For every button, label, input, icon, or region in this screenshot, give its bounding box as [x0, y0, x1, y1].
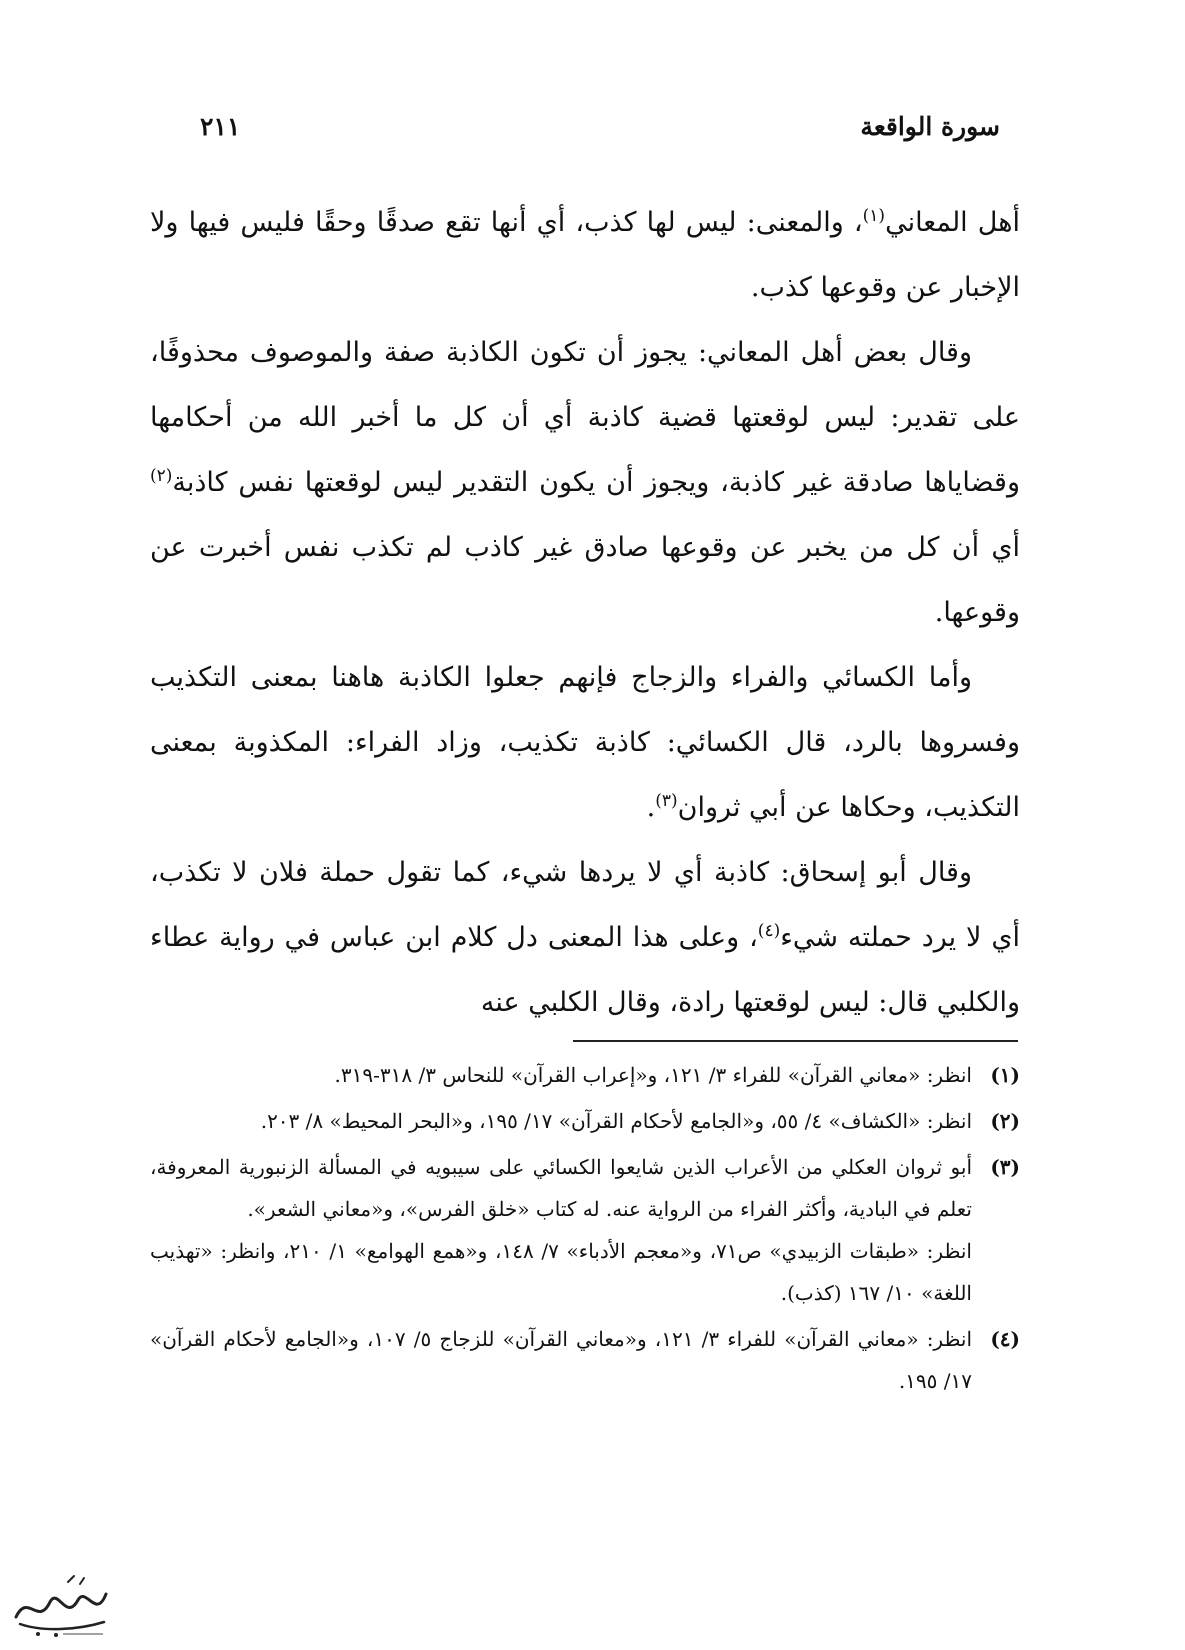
footnote-number: (١) — [990, 1063, 1020, 1087]
paragraph-1 — [150, 190, 1020, 320]
footnote-ref-1: (١) — [862, 206, 886, 226]
footnote-line: انظر: «معاني القرآن» للفراء ٣/ ١٢١، و«معاني القرآن» للزجاج ٥/ ١٠٧، و«الجامع لأحكام القرآن» ١٧/ ١٩٥. — [150, 1327, 973, 1393]
footnote-4 — [150, 1318, 1020, 1402]
paragraph-1-end: ، والمعنى: ليس لها كذب، أي أنها تقع صدقًا وحقًا فليس فيها ولا الإخبار عن وقوعها كذب. — [150, 207, 1020, 303]
footnote-number: (٤) — [990, 1327, 1020, 1351]
paragraph-3 — [150, 645, 1020, 840]
footnote-number: (٣) — [990, 1155, 1020, 1179]
footnote-line: أبو ثروان العكلي من الأعراب الذين شايعوا الكسائي على سيبويه في المسألة الزنبورية المعروفة، تعلم في البادية، وأكثر الفراء من الرواية عنه. له كتاب «خلق الفرس»، و«معاني الشعر». — [150, 1155, 972, 1221]
page-number: ٢١١ — [200, 111, 241, 141]
footnote-ref-4: (٤) — [757, 921, 781, 941]
footnote-ref-3: (٣) — [655, 791, 678, 811]
footnote-text — [150, 1318, 972, 1402]
footnote-2 — [150, 1100, 1020, 1142]
footnote-number: (٢) — [990, 1109, 1020, 1133]
main-text — [150, 190, 1020, 1035]
footnote-3 — [150, 1146, 1020, 1314]
footnote-text — [150, 1054, 972, 1096]
footnote-text — [150, 1146, 972, 1314]
paragraph-4-start: وقال أبو إسحاق: كاذبة أي لا يردها شيء، كما تقول حملة فلان لا تكذب، أي لا يرد حملته شيء — [150, 857, 1020, 953]
footnote-text — [150, 1100, 972, 1142]
surah-title: سورة الواقعة — [860, 111, 1000, 141]
paragraph-2 — [150, 320, 1020, 645]
footnote-1 — [150, 1054, 1020, 1096]
paragraph-2-start: وقال بعض أهل المعاني: يجوز أن تكون الكاذبة صفة والموصوف محذوفًا، على تقدير: ليس لوقعتها قضية كاذبة أي أن كل ما أخبر الله من أحكامها وقضاياها صادقة غير كاذبة، ويجوز أن يكون التقدير ليس لوقعتها نفس كاذبة — [150, 337, 1020, 498]
paragraph-4-end: ، وعلى هذا المعنى دل كلام ابن عباس في رواية عطاء والكلبي قال: ليس لوقعتها رادة، وقال الكلبي عنه — [150, 922, 1020, 1018]
paragraph-3-start: وأما الكسائي والفراء والزجاج فإنهم جعلوا الكاذبة هاهنا بمعنى التكذيب وفسروها بالرد، قال الكسائي: كاذبة تكذيب، وزاد الفراء: المكذوبة بمعنى التكذيب، وحكاها عن أبي ثروان — [150, 662, 1020, 823]
calligraphy-logo-icon — [8, 1572, 113, 1642]
footnote-line: انظر: «الكشاف» ٤/ ٥٥، و«الجامع لأحكام القرآن» ١٧/ ١٩٥، و«البحر المحيط» ٨/ ٢٠٣. — [260, 1109, 972, 1133]
footnote-line: انظر: «معاني القرآن» للفراء ٣/ ١٢١، و«إعراب القرآن» للنحاس ٣/ ٣١٨-٣١٩. — [334, 1063, 972, 1087]
paragraph-1-start: أهل المعاني — [885, 207, 1020, 238]
footnote-line: انظر: «طبقات الزبيدي» ص٧١، و«معجم الأدباء» ٧/ ١٤٨، و«همع الهوامع» ١/ ٢١٠، وانظر: «تهذيب اللغة» ١٠/ ١٦٧ (كذب). — [150, 1239, 972, 1305]
paragraph-3-end: . — [646, 792, 656, 823]
footnote-divider — [573, 1040, 1018, 1042]
footnote-ref-2: (٢) — [150, 466, 173, 486]
page-header — [200, 106, 1000, 146]
footnotes — [150, 1054, 1020, 1406]
paragraph-2-end: أي أن كل من يخبر عن وقوعها صادق غير كاذب لم تكذب نفس أخبرت عن وقوعها. — [150, 532, 1020, 628]
watermark-logo — [8, 1572, 113, 1642]
paragraph-4 — [150, 840, 1020, 1035]
